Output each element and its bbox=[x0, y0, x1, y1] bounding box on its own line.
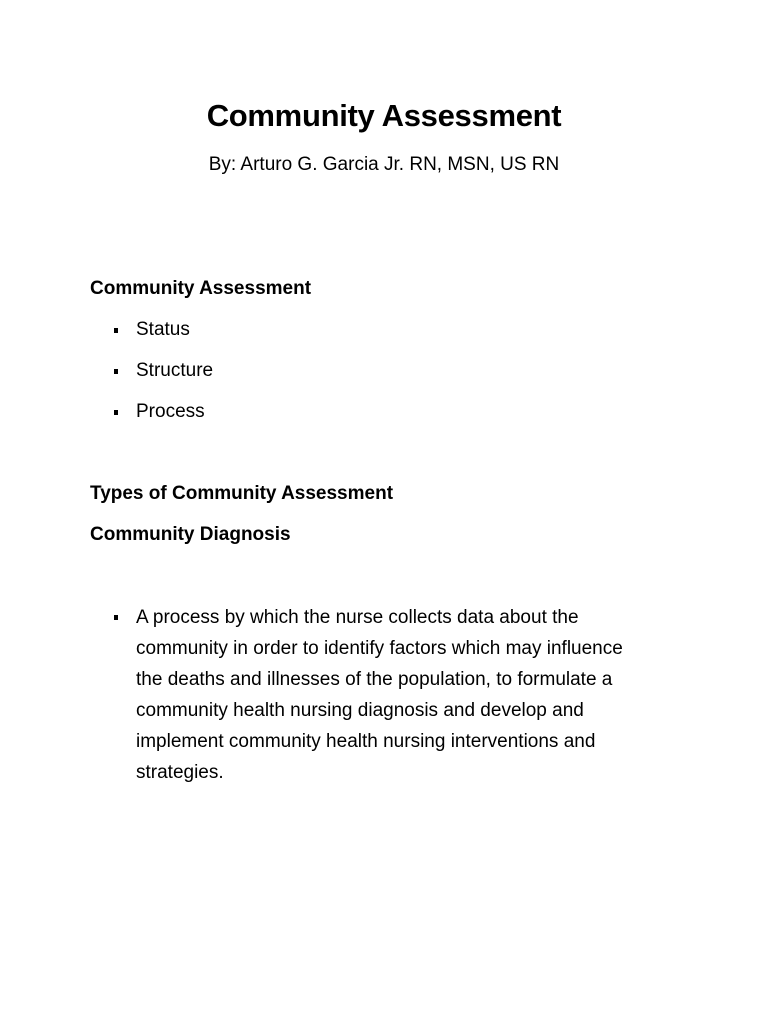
diagnosis-definition-text: A process by which the nurse collects data about the community in order to identify factors which may influence the deaths and illnesses of the population, to formulate a community health nursing diagnosis and develop and implement community health nursing interventions and strategies. bbox=[136, 607, 623, 783]
diagnosis-definition-item bbox=[90, 602, 650, 788]
bullet-marker-icon bbox=[114, 615, 118, 620]
assessment-bullet-list bbox=[90, 317, 213, 425]
document-title: Community Assessment bbox=[206, 98, 562, 133]
list-item bbox=[90, 399, 213, 425]
list-item bbox=[90, 317, 213, 343]
bullet-marker-icon bbox=[114, 369, 118, 374]
section-heading-types: Types of Community Assessment bbox=[90, 483, 394, 504]
list-item-label-status: Status bbox=[136, 319, 190, 340]
section-subheading-community-diagnosis: Community Diagnosis bbox=[90, 524, 291, 545]
author-byline: By: Arturo G. Garcia Jr. RN, MSN, US RN bbox=[208, 154, 560, 175]
list-item bbox=[90, 358, 213, 384]
bullet-marker-icon bbox=[114, 410, 118, 415]
list-item-label-structure: Structure bbox=[136, 360, 214, 381]
list-item-label-process: Process bbox=[136, 401, 205, 422]
section-heading-community-assessment: Community Assessment bbox=[90, 278, 312, 299]
bullet-marker-icon bbox=[114, 328, 118, 333]
